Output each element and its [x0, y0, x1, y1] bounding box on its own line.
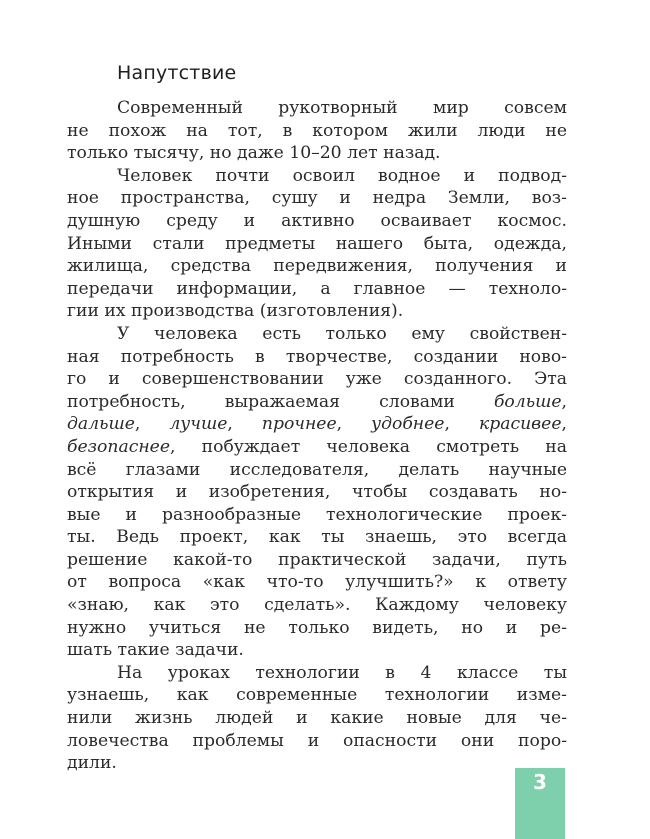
text-line: передачи информации, а главное — техноло- [67, 278, 567, 299]
text-line: не похож на тот, в котором жили люди не [67, 120, 567, 141]
text-line: ное пространства, сушу и недра Земли, воз- [67, 188, 567, 209]
text-line: У человека есть только ему свойствен- [117, 323, 567, 344]
emphasis: дальше [67, 414, 135, 435]
emphasis: безопаснее [67, 436, 170, 457]
text-line: го и совершенствовании уже созданного. Эта [67, 369, 567, 390]
text-line: всё глазами исследователя, делать научные [67, 459, 567, 480]
text-line: от вопроса «как что-то улучшить?» к ответу [67, 572, 567, 593]
text-line: решение какой-то практической задачи, путь [67, 549, 567, 570]
text-line: дили. [67, 753, 117, 774]
emphasis: удобнее [371, 414, 445, 435]
page-title: Напутствие [117, 62, 237, 84]
text-line: ная потребность в творчестве, создании ново- [67, 346, 567, 367]
emphasis: прочнее [261, 414, 337, 435]
emphasis: больше [493, 391, 562, 412]
text-line: потребность, выражаемая словами больше, [67, 391, 567, 412]
text-line: нили жизнь людей и какие новые для че- [67, 708, 567, 729]
text-line: безопаснее, побуждает человека смотреть на [67, 436, 567, 457]
text-line: нужно учиться не только видеть, но и ре- [67, 617, 567, 638]
text-line: дальше, лучше, прочнее, удобнее, красивее, [67, 414, 567, 435]
text-line: Иными стали предметы нашего быта, одежда, [67, 233, 567, 254]
text-line: душную среду и активно осваивает космос. [67, 210, 567, 231]
text-line: только тысячу, но даже 10–20 лет назад. [67, 143, 441, 164]
text-line: «знаю, как это сделать». Каждому человеку [67, 595, 567, 616]
text-line: ловечества проблемы и опасности они поро- [67, 730, 567, 751]
text-line: гии их производства (изготовления). [67, 301, 404, 322]
text-line: вые и разнообразные технологические проек- [67, 504, 567, 525]
text-line: Современный рукотворный мир совсем [117, 98, 567, 118]
text-line: ты. Ведь проект, как ты знаешь, это всегда [67, 527, 567, 548]
text-line: шать такие задачи. [67, 640, 244, 661]
text-line: Человек почти освоил водное и подвод- [117, 165, 567, 186]
text-line: узнаешь, как современные технологии изме- [67, 685, 567, 706]
text-line: На уроках технологии в 4 классе ты [117, 662, 567, 683]
text-line: открытия и изобретения, чтобы создавать но- [67, 482, 567, 503]
text-line: жилища, средства передвижения, получения и [67, 256, 567, 277]
emphasis: лучше [169, 414, 228, 435]
page-number: 3 [533, 770, 547, 794]
emphasis: красивее [478, 414, 562, 435]
body-text [67, 97, 567, 775]
page-number-tab [515, 768, 565, 839]
